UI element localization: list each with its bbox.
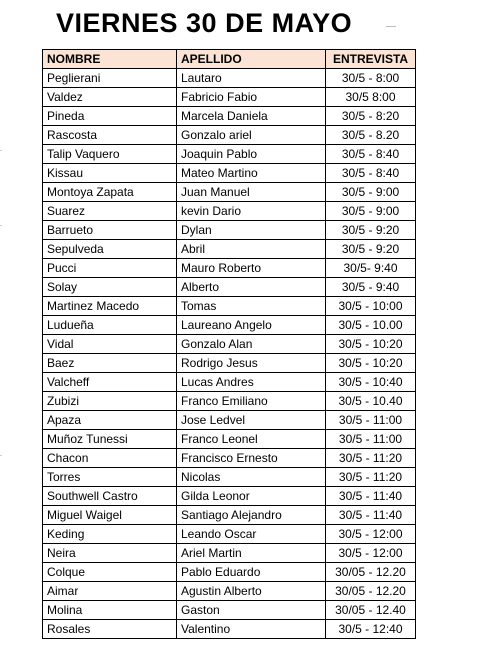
cell-apellido: Mauro Roberto bbox=[177, 259, 326, 278]
cell-apellido: Valentino bbox=[177, 620, 326, 639]
cell-entrevista: 30/5 - 10:00 bbox=[326, 297, 416, 316]
cell-nombre: Pucci bbox=[43, 259, 177, 278]
cell-entrevista: 30/5 - 11:00 bbox=[326, 430, 416, 449]
table-row bbox=[43, 373, 416, 392]
cell-entrevista: 30/5 - 10:20 bbox=[326, 335, 416, 354]
column-header-nombre: NOMBRE bbox=[43, 50, 177, 69]
cell-nombre: Valdez bbox=[43, 88, 177, 107]
margin-mark bbox=[0, 455, 2, 456]
cell-nombre: Miguel Waigel bbox=[43, 506, 177, 525]
cell-nombre: Keding bbox=[43, 525, 177, 544]
table-row bbox=[43, 145, 416, 164]
cell-apellido: Francisco Ernesto bbox=[177, 449, 326, 468]
cell-apellido: kevin Dario bbox=[177, 202, 326, 221]
cell-nombre: Kissau bbox=[43, 164, 177, 183]
cell-entrevista: 30/5 - 9:20 bbox=[326, 240, 416, 259]
table-row bbox=[43, 126, 416, 145]
cell-nombre: Vidal bbox=[43, 335, 177, 354]
cell-apellido: Juan Manuel bbox=[177, 183, 326, 202]
table-row bbox=[43, 278, 416, 297]
cell-entrevista: 30/5 - 8:00 bbox=[326, 69, 416, 88]
table-row bbox=[43, 544, 416, 563]
cell-entrevista: 30/5 - 9:40 bbox=[326, 278, 416, 297]
table-row bbox=[43, 430, 416, 449]
cell-entrevista: 30/5 - 11:00 bbox=[326, 411, 416, 430]
cell-apellido: Gaston bbox=[177, 601, 326, 620]
table-row bbox=[43, 506, 416, 525]
title-underline-mark bbox=[386, 26, 396, 27]
cell-apellido: Dylan bbox=[177, 221, 326, 240]
table-body bbox=[43, 69, 416, 639]
cell-apellido: Lautaro bbox=[177, 69, 326, 88]
cell-apellido: Pablo Eduardo bbox=[177, 563, 326, 582]
cell-entrevista: 30/5 - 11:40 bbox=[326, 487, 416, 506]
cell-apellido: Ariel Martin bbox=[177, 544, 326, 563]
cell-entrevista: 30/5 - 10:20 bbox=[326, 354, 416, 373]
cell-nombre: Southwell Castro bbox=[43, 487, 177, 506]
cell-entrevista: 30/5 - 8:40 bbox=[326, 145, 416, 164]
cell-nombre: Montoya Zapata bbox=[43, 183, 177, 202]
cell-nombre: Peglierani bbox=[43, 69, 177, 88]
cell-entrevista: 30/5 - 12:00 bbox=[326, 544, 416, 563]
cell-entrevista: 30/5 - 10:40 bbox=[326, 373, 416, 392]
cell-entrevista: 30/5 - 10.00 bbox=[326, 316, 416, 335]
cell-entrevista: 30/5 - 9:20 bbox=[326, 221, 416, 240]
cell-entrevista: 30/5 - 8.20 bbox=[326, 126, 416, 145]
cell-entrevista: 30/5 - 11:20 bbox=[326, 449, 416, 468]
cell-entrevista: 30/5 - 9:00 bbox=[326, 202, 416, 221]
cell-nombre: Suarez bbox=[43, 202, 177, 221]
table-row bbox=[43, 259, 416, 278]
cell-nombre: Colque bbox=[43, 563, 177, 582]
cell-nombre: Rascosta bbox=[43, 126, 177, 145]
cell-nombre: Talip Vaquero bbox=[43, 145, 177, 164]
table-row bbox=[43, 88, 416, 107]
table-row bbox=[43, 164, 416, 183]
cell-apellido: Abril bbox=[177, 240, 326, 259]
cell-nombre: Sepulveda bbox=[43, 240, 177, 259]
cell-nombre: Pineda bbox=[43, 107, 177, 126]
cell-nombre: Valcheff bbox=[43, 373, 177, 392]
cell-apellido: Leando Oscar bbox=[177, 525, 326, 544]
cell-nombre: Rosales bbox=[43, 620, 177, 639]
cell-apellido: Nicolas bbox=[177, 468, 326, 487]
cell-nombre: Barrueto bbox=[43, 221, 177, 240]
cell-entrevista: 30/05 - 12.20 bbox=[326, 582, 416, 601]
table-row bbox=[43, 620, 416, 639]
table-row bbox=[43, 563, 416, 582]
cell-nombre: Ludueña bbox=[43, 316, 177, 335]
cell-nombre: Zubizi bbox=[43, 392, 177, 411]
cell-apellido: Gilda Leonor bbox=[177, 487, 326, 506]
table-row bbox=[43, 107, 416, 126]
cell-entrevista: 30/05 - 12.20 bbox=[326, 563, 416, 582]
cell-nombre: Martinez Macedo bbox=[43, 297, 177, 316]
cell-nombre: Molina bbox=[43, 601, 177, 620]
table-row bbox=[43, 69, 416, 88]
table-row bbox=[43, 354, 416, 373]
table-row bbox=[43, 297, 416, 316]
cell-entrevista: 30/5 8:00 bbox=[326, 88, 416, 107]
table-row bbox=[43, 487, 416, 506]
cell-apellido: Alberto bbox=[177, 278, 326, 297]
table-row bbox=[43, 316, 416, 335]
table-row bbox=[43, 525, 416, 544]
cell-apellido: Agustin Alberto bbox=[177, 582, 326, 601]
cell-apellido: Joaquin Pablo bbox=[177, 145, 326, 164]
table-row bbox=[43, 202, 416, 221]
cell-entrevista: 30/05 - 12.40 bbox=[326, 601, 416, 620]
cell-apellido: Rodrigo Jesus bbox=[177, 354, 326, 373]
cell-apellido: Tomas bbox=[177, 297, 326, 316]
column-header-apellido: APELLIDO bbox=[177, 50, 326, 69]
cell-apellido: Fabricio Fabio bbox=[177, 88, 326, 107]
cell-entrevista: 30/5 - 11:40 bbox=[326, 506, 416, 525]
cell-entrevista: 30/5 - 8:20 bbox=[326, 107, 416, 126]
table-row bbox=[43, 392, 416, 411]
cell-apellido: Franco Emiliano bbox=[177, 392, 326, 411]
cell-nombre: Torres bbox=[43, 468, 177, 487]
cell-apellido: Gonzalo Alan bbox=[177, 335, 326, 354]
table-row bbox=[43, 411, 416, 430]
cell-nombre: Chacon bbox=[43, 449, 177, 468]
cell-apellido: Laureano Angelo bbox=[177, 316, 326, 335]
cell-nombre: Aimar bbox=[43, 582, 177, 601]
cell-nombre: Apaza bbox=[43, 411, 177, 430]
cell-nombre: Neira bbox=[43, 544, 177, 563]
table-row bbox=[43, 468, 416, 487]
table-row bbox=[43, 183, 416, 202]
table-row bbox=[43, 240, 416, 259]
table-row bbox=[43, 601, 416, 620]
page-title: VIERNES 30 DE MAYO bbox=[56, 8, 353, 38]
cell-entrevista: 30/5 - 9:00 bbox=[326, 183, 416, 202]
table-header-row bbox=[43, 50, 416, 69]
table-row bbox=[43, 582, 416, 601]
cell-entrevista: 30/5 - 8:40 bbox=[326, 164, 416, 183]
cell-entrevista: 30/5 - 12:00 bbox=[326, 525, 416, 544]
margin-mark bbox=[0, 150, 2, 151]
cell-entrevista: 30/5 - 11:20 bbox=[326, 468, 416, 487]
cell-nombre: Baez bbox=[43, 354, 177, 373]
cell-entrevista: 30/5- 9:40 bbox=[326, 259, 416, 278]
cell-entrevista: 30/5 - 10.40 bbox=[326, 392, 416, 411]
interview-schedule-table bbox=[42, 49, 416, 639]
cell-nombre: Solay bbox=[43, 278, 177, 297]
cell-apellido: Santiago Alejandro bbox=[177, 506, 326, 525]
cell-apellido: Gonzalo ariel bbox=[177, 126, 326, 145]
column-header-entrevista: ENTREVISTA bbox=[326, 50, 416, 69]
table-row bbox=[43, 449, 416, 468]
table-row bbox=[43, 335, 416, 354]
cell-nombre: Muñoz Tunessi bbox=[43, 430, 177, 449]
cell-apellido: Mateo Martino bbox=[177, 164, 326, 183]
margin-mark bbox=[0, 225, 2, 226]
cell-entrevista: 30/5 - 12:40 bbox=[326, 620, 416, 639]
cell-apellido: Marcela Daniela bbox=[177, 107, 326, 126]
cell-apellido: Jose Ledvel bbox=[177, 411, 326, 430]
cell-apellido: Lucas Andres bbox=[177, 373, 326, 392]
table-row bbox=[43, 221, 416, 240]
cell-apellido: Franco Leonel bbox=[177, 430, 326, 449]
